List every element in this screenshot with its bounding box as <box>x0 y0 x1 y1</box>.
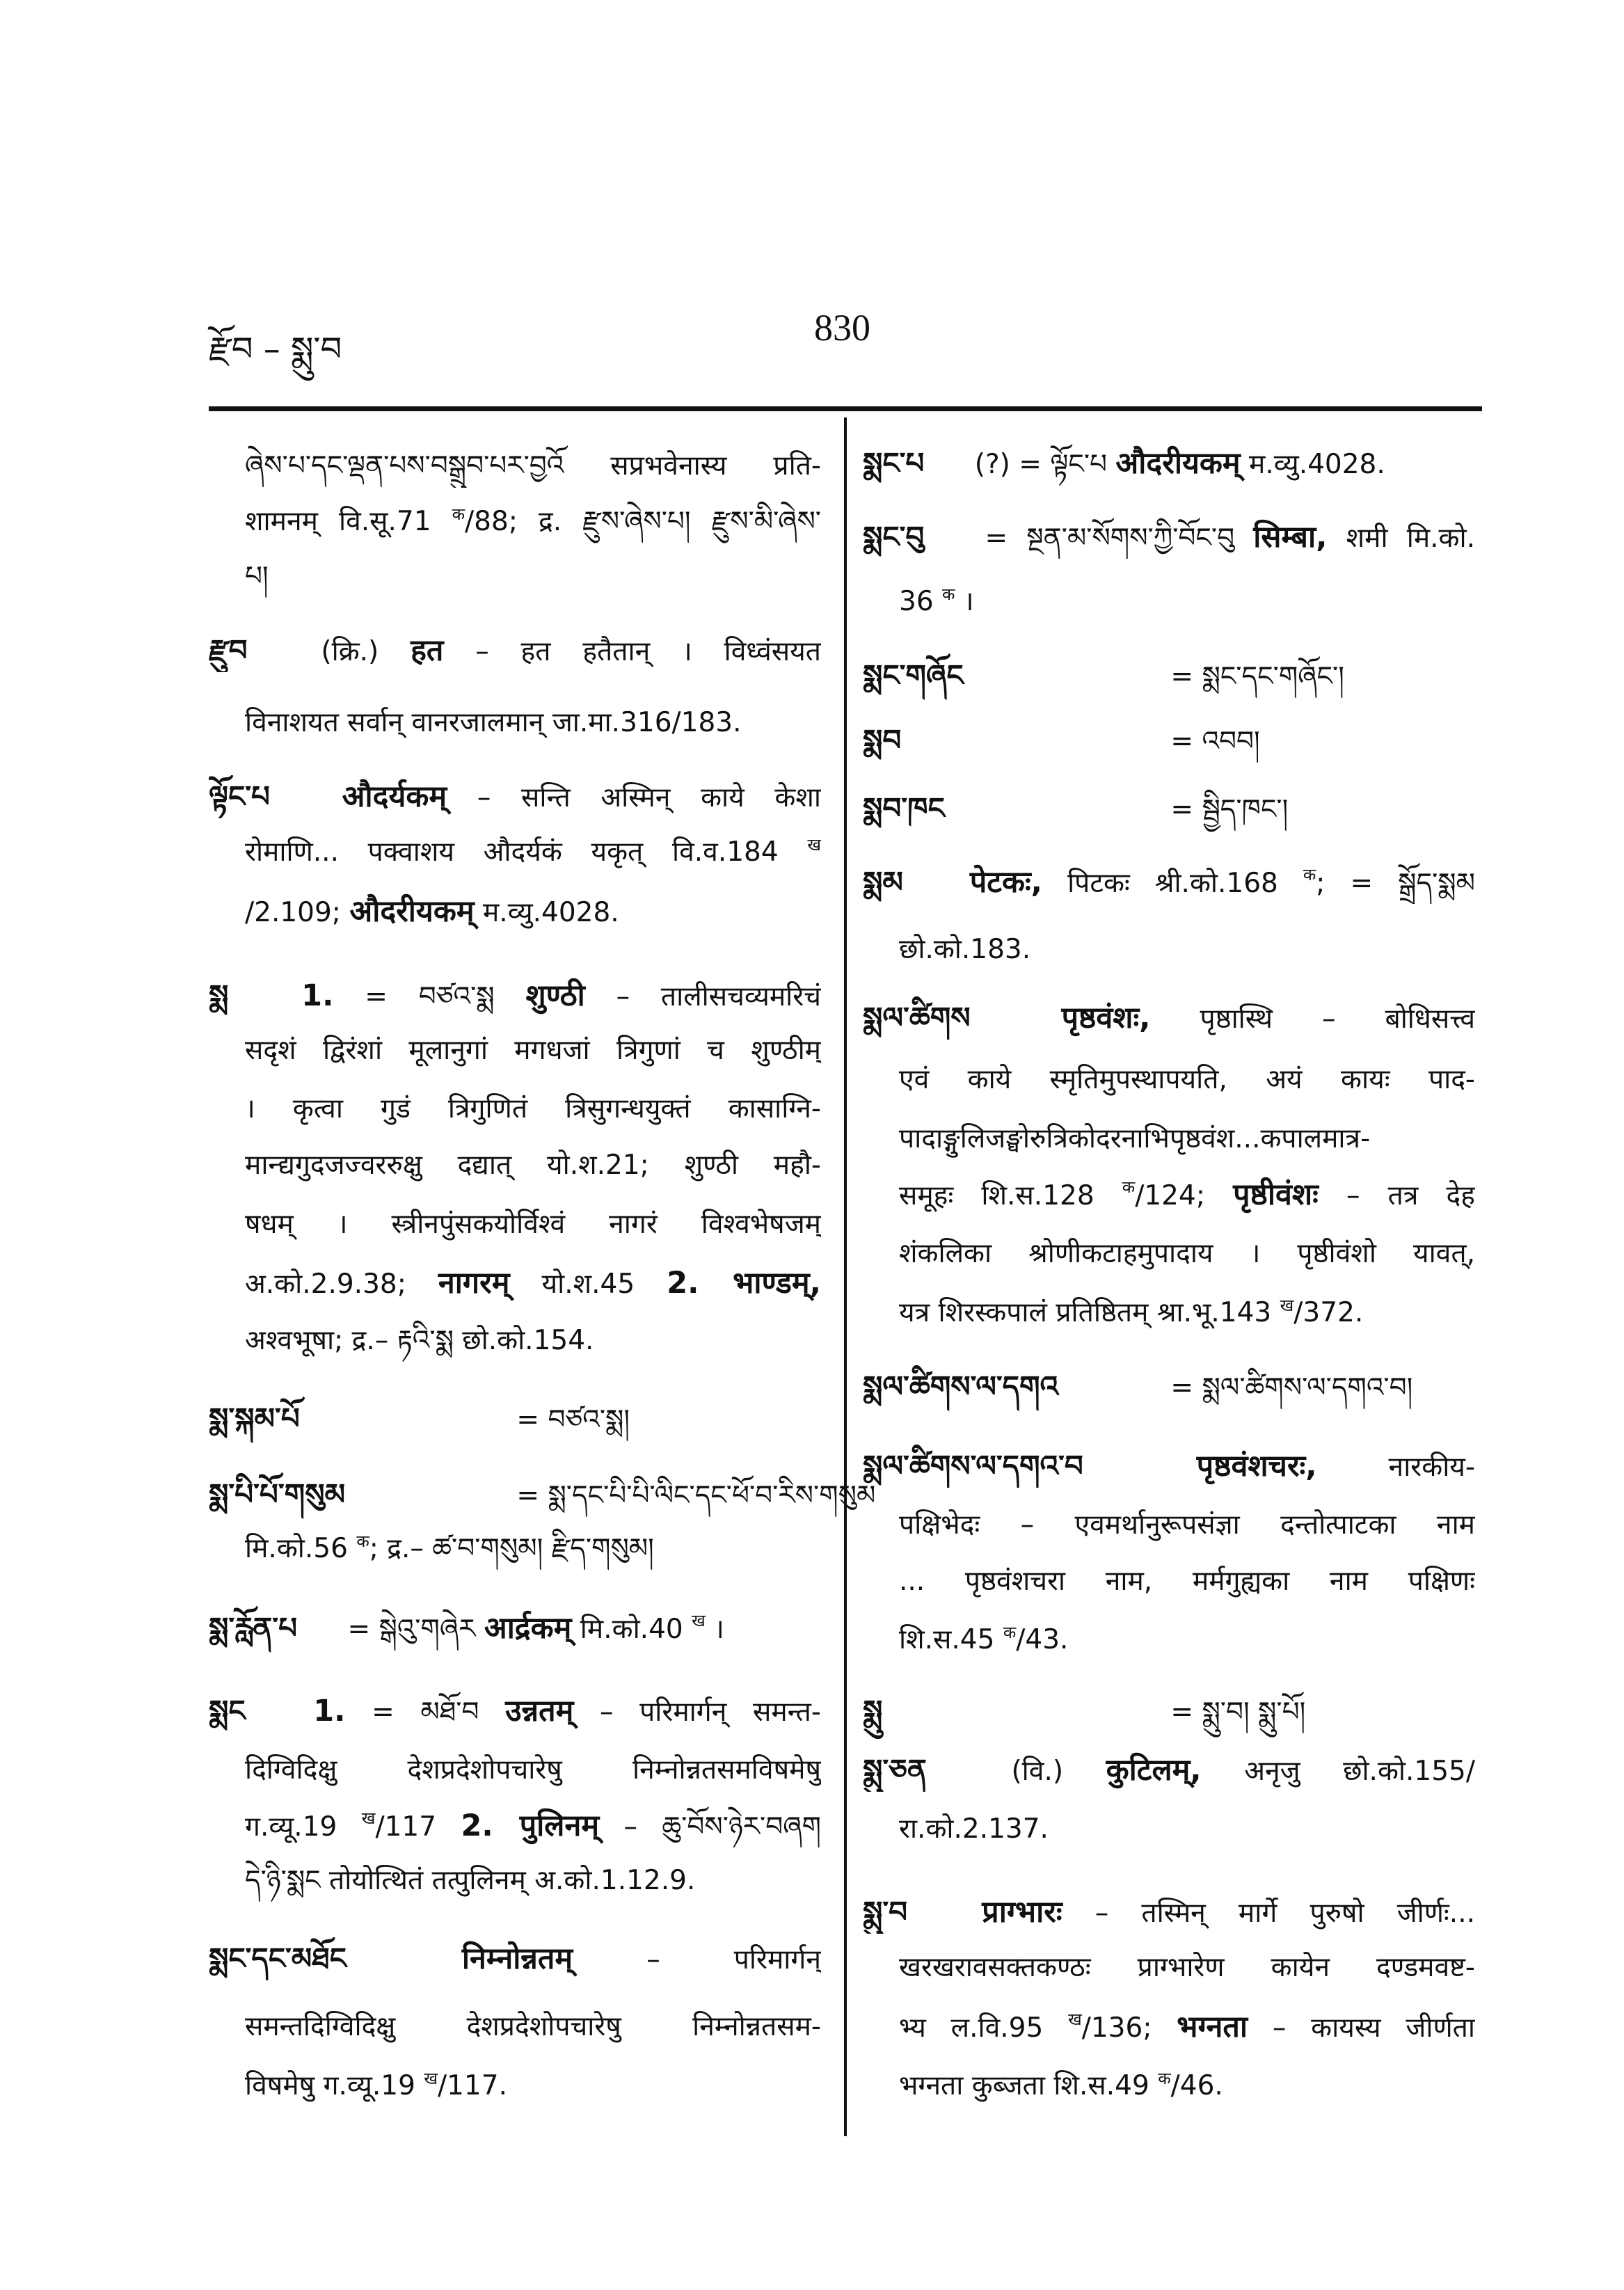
text: शामनम् वि.सू.71 <box>245 506 431 537</box>
headword: སྨང <box>209 1694 246 1728</box>
text: ... पृष्ठवंशचरा नाम, मर्मगुह्यका नाम पक्षिणः <box>899 1566 1475 1597</box>
text: सदृशं द्विरंशां मूलानुगां मगधजां त्रिगुणां च शुण्ठीम् <box>245 1035 821 1066</box>
text: /46. <box>1170 2070 1223 2101</box>
entry-line <box>899 2005 1475 2049</box>
headword: སྨ་རློན་པ <box>209 1611 298 1645</box>
text: म.व्यु.4028. <box>482 897 619 928</box>
entry-line <box>899 1808 1475 1851</box>
text: मि.को.40 <box>580 1614 683 1645</box>
entry-line <box>245 1088 821 1131</box>
text: – सन्ति अस्मिन् काये केशा <box>477 782 821 813</box>
text: पादाङ्गुलिजङ्घोरुत्रिकोदरनाभिपृष्ठवंश...कपालमात्र- <box>899 1123 1371 1154</box>
text: དེ་ཉི་སྨང तोयोत्थितं तत्पुलिनम् अ.को.1.12.9. <box>245 1865 696 1896</box>
entry-line <box>899 1173 1475 1216</box>
entry-line <box>899 1232 1475 1275</box>
entry-line <box>209 1607 821 1650</box>
bold-term: उन्नतम् <box>505 1694 574 1728</box>
text: भ्य ल.वि.95 <box>899 2012 1044 2044</box>
headword: སྨང་བུ <box>863 520 925 554</box>
bold-term: निम्नोन्नतम् <box>461 1941 573 1976</box>
text: /124; <box>1135 1180 1234 1211</box>
text: /2.109; <box>245 897 350 928</box>
text: समूहः शि.स.128 <box>899 1180 1094 1211</box>
entry-line <box>209 1689 821 1733</box>
text: = འབབ། <box>1170 726 1260 757</box>
text: ; = སྒྲོད་སྨམ <box>1316 868 1475 899</box>
entry-line <box>245 1804 821 1847</box>
text: /136; <box>1081 2012 1177 2044</box>
headword: སྨལ་ཚིགས <box>863 1001 971 1035</box>
text: = སྨ་དང་པི་པི་ལིང་དང་ཕོ་བ་རིས་གསུམ <box>516 1480 876 1511</box>
header-rule <box>209 406 1482 411</box>
text: = མཐོ་བ <box>372 1696 506 1728</box>
entry-line <box>245 1262 821 1305</box>
bold-term: पेटकः, <box>969 865 1043 900</box>
text: अनृजु छो.को.155/ <box>1244 1756 1475 1787</box>
entry-line <box>899 1946 1475 1989</box>
bold-term: औदरीयकम् <box>349 894 475 929</box>
entry-line <box>245 1203 821 1246</box>
entry-line <box>245 1144 821 1187</box>
page-number: 830 <box>814 307 870 349</box>
entry-line <box>863 861 1475 904</box>
text: शि.स.45 <box>899 1624 995 1655</box>
bold-term: नागरम् <box>438 1266 510 1301</box>
bold-term: शुण्ठी <box>525 978 585 1013</box>
entry-line <box>245 500 821 543</box>
text: /88; द्र. རྫུས་ཞེས་པ། རྫུས་མི་ཞེས་ <box>465 506 821 537</box>
entry-line <box>209 629 821 672</box>
text: नारकीय- <box>1388 1452 1475 1483</box>
text: । कृत्वा गुडं त्रिगुणितं त्रिसुगन्धयुक्तं कासाग्नि- <box>245 1093 821 1124</box>
entry-line <box>245 701 821 745</box>
folio-superscript: क <box>942 585 955 604</box>
text: दिग्विदिक्षु देशप्रदेशोपचारेषु निम्नोन्नतसमविषमेषु <box>245 1754 821 1786</box>
text: – तत्र देह <box>1346 1180 1475 1211</box>
headword: སྨུ་བ <box>863 1895 908 1929</box>
bold-term: 2. पुलिनम् <box>461 1808 600 1843</box>
headword: སྨ་སྐམ་པོ <box>209 1401 300 1436</box>
folio-superscript: ख <box>424 2069 438 2088</box>
running-head: རྫོབ – སྨུ་བ <box>209 330 342 369</box>
headword: སྨ <box>209 978 229 1012</box>
folio-superscript: ख <box>361 1808 376 1828</box>
entry-line <box>209 775 821 818</box>
text: – तस्मिन् मार्गे पुरुषो जीर्णः... <box>1094 1898 1475 1929</box>
text: भग्नता कुब्जता शि.स.49 <box>899 2070 1149 2101</box>
entry-line <box>899 1504 1475 1547</box>
text: = སྨུ་བ། སྨུ་པོ། <box>1170 1696 1306 1728</box>
text: /372. <box>1293 1297 1364 1328</box>
bold-term: हत <box>411 633 444 668</box>
headword: ལྟོང་པ <box>209 779 270 813</box>
entry-line <box>245 1859 821 1902</box>
text: – ཆུ་བོས་ཉེར་བཞག <box>623 1811 821 1843</box>
text: = སྦྱིད་ཁང་། <box>1170 794 1289 825</box>
entry-line <box>899 1560 1475 1603</box>
folio-superscript: क <box>1122 1177 1136 1197</box>
headword: སྨབ་ཁང <box>863 791 945 825</box>
text: छो.को.183. <box>899 934 1031 965</box>
entry-line <box>863 996 1475 1040</box>
text: – कायस्य जीर्णता <box>1272 2012 1475 2044</box>
text: ; द्र.– ཚ་བ་གསུམ། རྫིད་གསུམ། <box>369 1533 654 1564</box>
entry-line <box>899 928 1475 971</box>
text: /117. <box>437 2070 507 2101</box>
folio-superscript: क <box>1303 865 1316 884</box>
headword: སྨབ <box>863 723 902 757</box>
text: समन्तदिग्विदिक्षु देशप्रदेशोपचारेषु निम्नोन्नतसम- <box>245 2011 821 2042</box>
text: शंकलिका श्रोणीकटाहमुपादाय । पृष्ठीवंशो यावत्, <box>899 1238 1475 1269</box>
bold-term: आर्द्रकम् <box>484 1611 572 1646</box>
folio-superscript: ख <box>1068 2010 1082 2029</box>
headword: སྨང་པ <box>863 446 925 480</box>
entry-line <box>245 445 821 488</box>
text: यो.श.45 <box>541 1269 667 1300</box>
text: ཞེས་པ་དང་ལྡན་པས་བསྒྲུབ་པར་བྱའོ <box>245 450 611 482</box>
entry-line <box>245 2065 821 2108</box>
bold-term: औदर्यकम् <box>342 779 447 814</box>
entry-line <box>209 1397 821 1440</box>
text: = སྔན་མ་སོགས་ཀྱི་བོང་བུ <box>985 523 1254 554</box>
text: ग.व्यू.19 <box>245 1811 337 1843</box>
text: खरखरावसक्तकण्ठः प्राग्भारेण कायेन दण्डमवष्ट- <box>899 1952 1475 1983</box>
text: /43. <box>1016 1624 1069 1655</box>
text: = བཙའ་སྨ། <box>516 1404 630 1436</box>
entry-line <box>863 719 1475 762</box>
bold-term: पृष्ठीवंशः <box>1233 1177 1319 1212</box>
text: པ། <box>245 561 269 592</box>
headword: རྫུབ <box>209 633 248 667</box>
text: = བཙའ་སྨ <box>365 981 526 1012</box>
entry-line <box>899 1058 1475 1102</box>
headword: སྨ་པི་པོ་གསུམ <box>209 1477 346 1511</box>
bold-term: भग्नता <box>1177 2010 1248 2044</box>
text: (क्रि.) <box>321 636 411 667</box>
entry-line <box>899 2065 1475 2108</box>
headword: སྨལ་ཚིགས་ལ་དགའ་བ <box>863 1449 1083 1483</box>
bold-term: 2. भाण्डम्, <box>667 1266 821 1301</box>
text: एवं काये स्मृतिमुपस्थापयति, अयं कायः पाद- <box>899 1064 1475 1095</box>
bold-term: सिम्बा, <box>1253 520 1328 555</box>
headword: སྨུ <box>863 1694 883 1728</box>
text: – परिमार्गन् समन्त- <box>600 1696 821 1728</box>
bold-term: पृष्ठवंशचरः, <box>1196 1449 1317 1484</box>
entry-line <box>863 1689 1475 1733</box>
folio-superscript: ख <box>807 835 821 854</box>
entry-line <box>863 1749 1475 1792</box>
entry-line <box>245 1029 821 1072</box>
text: मान्द्यगुदजज्वररुक्षु दद्यात् यो.श.21; शुण्ठी महौ- <box>245 1150 821 1181</box>
text: मि.को.56 <box>245 1533 348 1564</box>
headword: སྨུ་ཅན <box>863 1753 927 1787</box>
headword: སྨང་དང་མཐོང <box>209 1941 347 1975</box>
entry-line <box>245 831 821 874</box>
bold-term: 1. <box>313 1694 346 1728</box>
text: शमी मि.को. <box>1346 523 1475 554</box>
entry-line <box>863 787 1475 830</box>
entry-line <box>245 1749 821 1792</box>
folio-superscript: ख <box>1280 1296 1294 1315</box>
entry-line <box>899 1619 1475 1662</box>
text: षधम् । स्त्रीनपुंसकयोर्विश्वं नागरं विश्वभेषजम् <box>245 1209 821 1240</box>
folio-superscript: क <box>356 1532 369 1551</box>
bold-term: प्राग्भारः <box>982 1895 1062 1930</box>
text: पक्षिभेदः – एवमर्थानुरूपसंज्ञा दन्तोत्पाटका नाम <box>899 1509 1475 1541</box>
entry-line <box>863 1445 1475 1488</box>
text: 36 <box>899 586 934 617</box>
headword: སྨམ <box>863 865 903 899</box>
text: /117 <box>375 1811 461 1843</box>
entry-line <box>245 890 821 933</box>
bold-term: कुटिलम्, <box>1106 1753 1202 1788</box>
bold-term: पृष्ठवंशः, <box>1061 1001 1151 1035</box>
text: रोमाणि... पक्वाशय औदर्यकं यकृत् वि.व.184 <box>245 836 779 868</box>
bold-term: 1. <box>301 978 334 1013</box>
text: म.व्यु.4028. <box>1249 449 1385 480</box>
text: पृष्ठास्थि – बोधिसत्त्व <box>1200 1003 1475 1035</box>
entry-line <box>209 1937 821 1980</box>
entry-line <box>245 1527 821 1571</box>
text: रा.को.2.137. <box>899 1813 1049 1845</box>
entry-line <box>245 555 821 598</box>
text: = སྨལ་ཚིགས་ལ་དགའ་བ། <box>1170 1372 1413 1404</box>
entry-line <box>209 1473 876 1516</box>
entry-line <box>899 580 1475 623</box>
text: – परिमार्गन् <box>646 1944 821 1975</box>
text: – हत हतैतान् । विध्वंसयत <box>475 636 821 667</box>
text: (?) = ལྟོང་པ <box>974 449 1116 480</box>
text: = སྒེའུ་གཞེར <box>347 1614 484 1645</box>
bold-term: औदरीयकम् <box>1115 446 1241 481</box>
text: सप्रभवेनास्य प्रति- <box>610 450 821 482</box>
entry-line <box>863 516 1475 559</box>
text: विनाशयत सर्वान् वानरजालमान् जा.मा.316/183. <box>245 707 742 738</box>
entry-line <box>863 654 1475 697</box>
folio-superscript: क <box>1003 1623 1017 1642</box>
folio-superscript: ख <box>692 1611 706 1630</box>
entry-line <box>863 1891 1475 1934</box>
text: अ.को.2.9.38; <box>245 1269 438 1300</box>
entry-line <box>899 1118 1475 1161</box>
entry-line <box>209 974 821 1017</box>
entry-line <box>863 442 1475 485</box>
entry-line <box>863 1365 1475 1408</box>
text: । <box>705 1614 724 1645</box>
text: = སྨང་དང་གཞོང་། <box>1170 661 1344 692</box>
column-divider <box>844 418 847 2136</box>
text: अश्वभूषा; द्र.– རྟའི་སྨ छो.को.154. <box>245 1325 594 1356</box>
text: पिटकः श्री.को.168 <box>1067 868 1278 899</box>
headword: སྨང་གཞོང <box>863 658 964 692</box>
folio-superscript: क <box>452 504 465 524</box>
entry-line <box>899 1291 1475 1335</box>
text: यत्र शिरस्कपालं प्रतिष्ठितम् श्रा.भू.143 <box>899 1297 1272 1328</box>
text: विषमेषु ग.व्यू.19 <box>245 2070 415 2101</box>
text: (वि.) <box>1011 1756 1106 1787</box>
headword: སྨལ་ཚིགས་ལ་དགའ <box>863 1369 1059 1404</box>
folio-superscript: क <box>1158 2069 1171 2088</box>
entry-line <box>245 2005 821 2049</box>
text: । <box>955 586 974 617</box>
text: – तालीसचव्यमरिचं <box>616 981 821 1012</box>
entry-line <box>245 1319 821 1362</box>
